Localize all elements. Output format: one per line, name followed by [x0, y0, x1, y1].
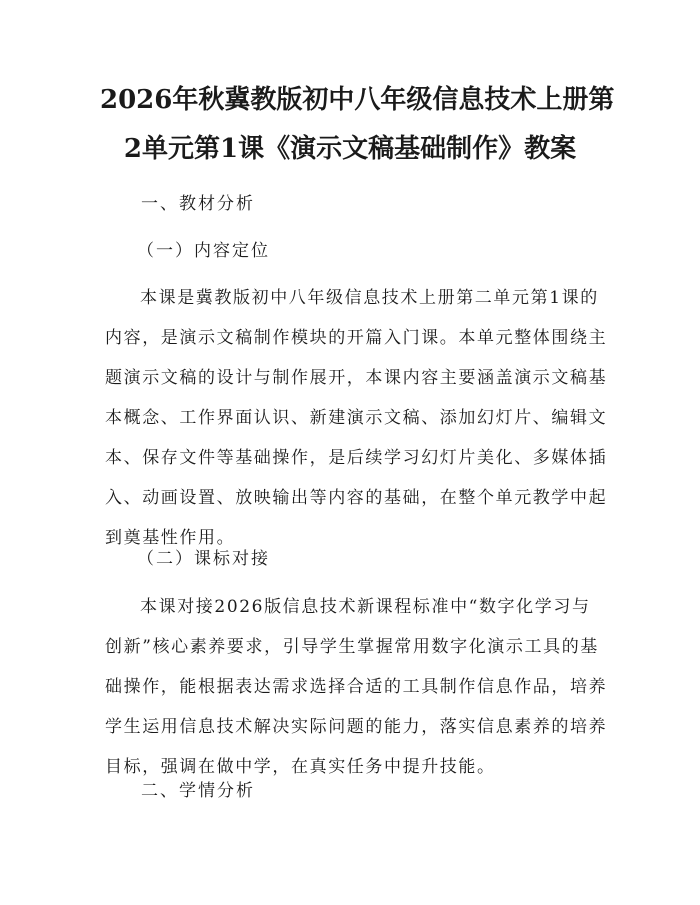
paragraph-content-positioning [105, 278, 608, 558]
paragraph-line: 目标，强调在做中学，在真实任务中提升技能。 [105, 757, 496, 777]
paragraph-line: 创新”核心素养要求，引导学生掌握常用数字化演示工具的基 [105, 637, 599, 657]
paragraph-line: 本课是冀教版初中八年级信息技术上册第二单元第1课的 [140, 288, 599, 308]
paragraph-line: 内容，是演示文稿制作模块的开篇入门课。本单元整体围绕主 [105, 328, 608, 348]
section-heading-learner-analysis: 二、学情分析 [141, 781, 255, 801]
document-title-line-1: 2026年秋冀教版初中八年级信息技术上册第 [100, 85, 615, 115]
paragraph-line: 本课对接2026版信息技术新课程标准中“数字化学习与 [140, 597, 591, 617]
paragraph-line: 本概念、工作界面认识、新建演示文稿、添加幻灯片、编辑文 [105, 408, 608, 428]
paragraph-curriculum-alignment [105, 587, 608, 787]
paragraph-line: 题演示文稿的设计与制作展开，本课内容主要涵盖演示文稿基 [105, 368, 608, 388]
section-heading-textbook-analysis: 一、教材分析 [141, 194, 255, 214]
paragraph-line: 学生运用信息技术解决实际问题的能力，落实信息素养的培养 [105, 717, 608, 737]
subsection-heading-curriculum-alignment: （二）课标对接 [137, 549, 270, 569]
paragraph-line: 础操作，能根据表达需求选择合适的工具制作信息作品，培养 [105, 677, 608, 697]
paragraph-line: 本、保存文件等基础操作，是后续学习幻灯片美化、多媒体插 [105, 448, 608, 468]
subsection-heading-content-positioning: （一）内容定位 [137, 241, 270, 261]
paragraph-line: 入、动画设置、放映输出等内容的基础，在整个单元教学中起 [105, 488, 608, 508]
paragraph-line: 到奠基性作用。 [105, 528, 236, 548]
document-title-line-2: 2单元第1课《演示文稿基础制作》教案 [123, 134, 577, 164]
